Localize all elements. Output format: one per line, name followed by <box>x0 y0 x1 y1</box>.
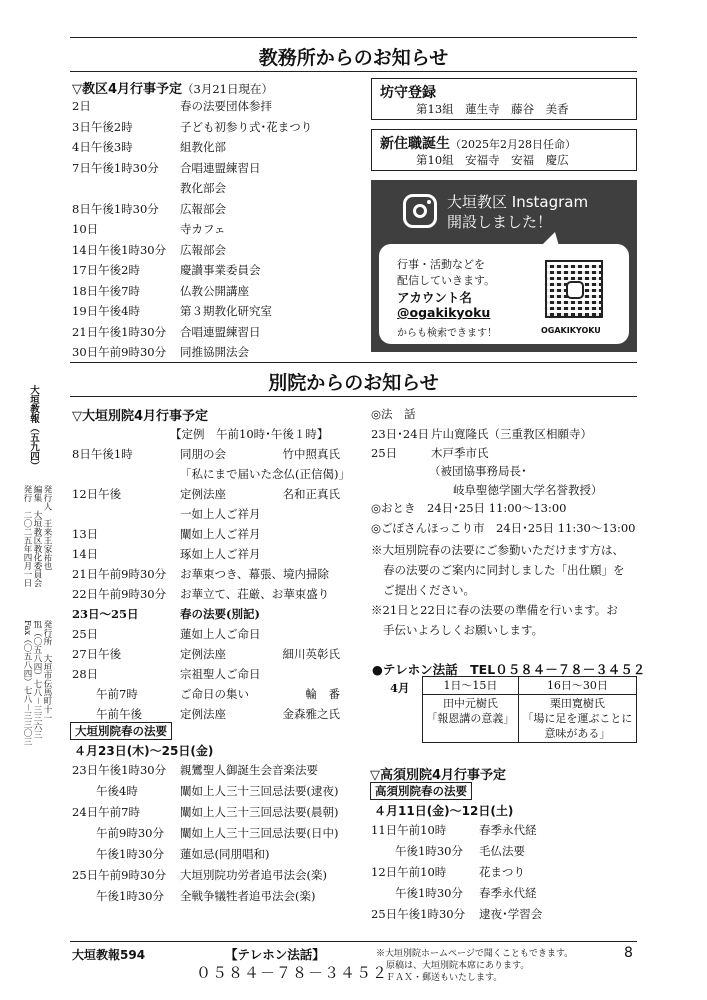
kyoku-row-event: 合唱連盟練習日 <box>180 160 261 175</box>
kyoku-row-event: 合唱連盟練習日 <box>180 324 261 339</box>
kyoku-row-event: 春の法要団体参拝 <box>180 99 272 113</box>
betsuin-row-person: 輪 番 <box>305 687 340 701</box>
sermon-row <box>371 445 637 465</box>
new-priest-box <box>371 129 637 171</box>
sermon-row-text: 岐阜聖徳学園大学名誉教授） <box>453 482 603 497</box>
betsuin-row-date: 22日午前9時30分 <box>72 587 167 601</box>
kyoku-row-event: 子ども初参り式･花まつり <box>180 119 313 134</box>
kyoku-row <box>72 344 362 364</box>
takasu-row <box>371 822 637 842</box>
kyoku-row <box>72 180 362 200</box>
spring-row-event: 闡如上人三十三回忌法要(日中) <box>180 826 339 840</box>
kyoku-row-event: 広報部会 <box>180 242 226 257</box>
betsuin-row-date: 23日～25日 <box>72 607 139 621</box>
section1-rule <box>70 71 637 72</box>
sermon-row <box>371 463 637 483</box>
kyoku-schedule-heading-sub: （3月21日現在） <box>182 82 273 96</box>
note1-line3: ご提出ください。 <box>383 583 475 597</box>
betsuin-row-date: 27日午後 <box>72 647 122 661</box>
betsuin-row <box>72 486 340 506</box>
betsuin-row <box>72 526 340 546</box>
takasu-row-event: 毛仏法要 <box>479 844 525 858</box>
sermon-row <box>371 482 637 502</box>
otoki: ◎おとき 24日･25日 11:00～13:00 <box>371 501 567 515</box>
gobosan: ◎ごぼさんほっこり市 24日･25日 11:30～13:00 <box>371 521 636 535</box>
note2-line1: ※21日と22日に春の法要の準備を行います。お <box>371 603 618 617</box>
spring-row-event: 闡如上人三十三回忌法要(逮夜) <box>180 784 339 798</box>
kyoku-row-event: 組教化部 <box>180 140 226 154</box>
betsuin-row-event: 定例法座 <box>180 647 226 661</box>
footer-note-1: ※大垣別院ホームページで聞くこともできます。 <box>376 949 574 959</box>
spring-row-date: 午前9時30分 <box>96 826 164 840</box>
betsuin-row-event: お華束つき、幕張、境内掃除 <box>180 567 330 581</box>
tel-col2-head: 16日～30日 <box>518 677 636 695</box>
instagram-body-2: 配信していきます。 <box>397 274 496 287</box>
telephone-heading: ●テレホン法話 TEL０５８４－７８－３４５２ <box>372 662 646 677</box>
telephone-table <box>422 676 637 743</box>
betsuin-row-date: 12日午後 <box>72 487 122 501</box>
instagram-qr-icon[interactable] <box>545 260 603 318</box>
betsuin-row-date: 午前7時 <box>96 687 138 701</box>
sidebar-pub-name: 大垣教報（五九四） <box>28 385 39 471</box>
takasu-row-date: 午後1時30分 <box>395 886 463 900</box>
kyoku-row <box>72 201 362 221</box>
tel-col2-title-2: 意味がある」 <box>544 727 611 740</box>
betsuin-row-event: 定例法座 <box>180 707 226 721</box>
kyoku-row-event: 寺カフェ <box>180 222 226 236</box>
sermon-row-text: （被団協事務局長･ <box>429 464 527 478</box>
betsuin-row-event: お華立て、荘厳、お華束盛り <box>180 587 330 601</box>
footer-pub: 大垣教報594 <box>72 948 146 962</box>
kyoku-row-date: 30日午前9時30分 <box>72 345 167 359</box>
instagram-account-label: アカウント名 <box>397 290 472 305</box>
betsuin-row-event: 蓮如上人ご命日 <box>180 627 261 641</box>
kyoku-row-date: 8日午後1時30分 <box>72 201 159 216</box>
tel-col2-person: 栗田寛樹氏 <box>549 697 605 710</box>
spring-row <box>72 762 362 782</box>
sidebar-info-2: 編集 大垣教区教化委員会 <box>32 485 42 587</box>
spring-row <box>72 825 362 845</box>
takasu-row-event: 春季永代経 <box>479 886 537 900</box>
footer-note-2: 原稿は、大垣別院本席にあります。 <box>386 961 530 971</box>
takasu-row <box>371 906 637 926</box>
instagram-title-2: 開設しました！ <box>447 213 553 231</box>
kyoku-row-date: 18日午後7時 <box>72 283 140 298</box>
telephone-month: 4月 <box>390 681 410 695</box>
tel-col1-person: 田中元樹氏 <box>442 697 498 710</box>
instagram-search-note: からも検索できます！ <box>397 328 497 339</box>
betsuin-schedule-heading: ▽大垣別院4月行事予定 <box>72 409 209 424</box>
betsuin-row <box>72 466 350 486</box>
betsuin-row-person: 竹中照真氏 <box>282 447 340 461</box>
betsuin-row <box>72 646 340 666</box>
spring-row-event: 闡如上人三十三回忌法要(晨朝) <box>180 805 339 819</box>
kyoku-row-event: 仏教公開講座 <box>180 283 249 298</box>
kyoku-row-event: 教化部会 <box>180 181 226 195</box>
betsuin-row-date: 25日 <box>72 627 99 641</box>
kyoku-row <box>72 160 362 180</box>
footer-note-3: ＦＡＸ・郵送もいたします。 <box>386 973 503 983</box>
spring-row-date: 午後4時 <box>96 784 138 798</box>
kyoku-row <box>72 283 362 303</box>
sermon-row-date: 25日 <box>371 445 398 460</box>
kyoku-schedule-heading <box>72 78 273 97</box>
betsuin-row-date: 午前午後 <box>96 707 142 721</box>
kyoku-row <box>72 303 362 323</box>
new-priest-line: 第10組 安福寺 安福 慶広 <box>416 153 569 167</box>
kyoku-row-date: 10日 <box>72 222 99 236</box>
spring-dates: ４月23日(木)～25日(金) <box>74 744 214 758</box>
kyoku-row <box>72 119 362 139</box>
betsuin-row-person: 細川英彰氏 <box>282 647 340 661</box>
betsuin-row-date: 13日 <box>72 527 99 541</box>
betsuin-row-event: 定例法座 <box>180 487 226 501</box>
betsuin-row <box>72 586 340 606</box>
sermon-row <box>371 426 637 446</box>
kyoku-row-event: 第３期教化研究室 <box>180 304 272 318</box>
kyoku-row-event: 同推協開法会 <box>180 345 249 359</box>
note2-line2: 手伝いよろしくお願いします。 <box>383 623 544 637</box>
sidebar-info-6: Fax（〇五八四）七八－三三〇三 <box>22 620 32 746</box>
tel-col2-body <box>518 695 636 743</box>
section1-title: 教務所からのお知らせ <box>258 47 449 69</box>
sermon-heading: ◎法 話 <box>371 407 416 421</box>
betsuin-row <box>72 506 340 526</box>
takasu-label: 高須別院春の法要 <box>370 782 472 800</box>
kyoku-row-date: 17日午後2時 <box>72 263 140 277</box>
betsuin-row-date: 28日 <box>72 667 99 681</box>
betsuin-row <box>72 686 340 706</box>
tel-col1-title: 「報恩講の意義」 <box>426 712 515 725</box>
instagram-account[interactable]: @ogakikyoku <box>397 305 491 320</box>
spring-row-date: 午後1時30分 <box>96 847 164 861</box>
betsuin-row <box>72 626 340 646</box>
takasu-row <box>371 885 637 905</box>
takasu-row-event: 花まつり <box>479 865 525 879</box>
takasu-row <box>371 843 637 863</box>
sidebar-info-1: 発行人 王来王家祐也 <box>42 485 52 570</box>
bomori-title: 坊守登録 <box>380 85 436 101</box>
betsuin-row <box>72 566 340 586</box>
top-rule <box>70 37 637 38</box>
betsuin-row-event: 闡如上人ご祥月 <box>180 527 261 541</box>
kyoku-row <box>72 262 362 282</box>
spring-row <box>72 804 362 824</box>
instagram-icon <box>403 194 437 228</box>
spring-row <box>72 783 362 803</box>
footer-page-number: 8 <box>624 945 633 961</box>
sermon-row-date: 23日･24日 <box>371 427 430 441</box>
kyoku-row-date: 19日午後4時 <box>72 304 140 318</box>
spring-label: 大垣別院春の法要 <box>70 722 172 740</box>
takasu-row-event: 逮夜･学習会 <box>479 907 543 921</box>
footer-rule <box>70 941 637 942</box>
spring-row-date: 午後1時30分 <box>96 889 164 903</box>
spring-row-event: 蓮如忌(同朋唱和) <box>180 847 270 861</box>
takasu-heading: ▽高須別院4月行事予定 <box>370 768 507 783</box>
betsuin-row-event: 宗祖聖人ご命日 <box>180 667 261 681</box>
kyoku-row <box>72 324 362 344</box>
kyoku-row-date: 21日午後1時30分 <box>72 324 167 339</box>
betsuin-row-date: 21日午前9時30分 <box>72 567 167 581</box>
instagram-panel <box>371 180 637 352</box>
kyoku-row <box>72 98 362 118</box>
new-priest-title <box>380 133 576 153</box>
section2-rule <box>70 396 637 397</box>
kyoku-row-date: 7日午後1時30分 <box>72 160 159 175</box>
spring-row <box>72 867 362 887</box>
tel-col1-body <box>423 695 519 743</box>
bomori-box <box>371 78 637 120</box>
betsuin-row-event: 一如上人ご祥月 <box>180 507 261 521</box>
kyoku-row-date: 2日 <box>72 99 91 113</box>
instagram-body-1: 行事・活動などを <box>397 258 485 271</box>
kyoku-row-event: 慶讃事業委員会 <box>180 263 261 277</box>
regular-times: 【定例 午前10時･午後１時】 <box>170 427 329 441</box>
note1-line2: 春の法要のご案内に同封しました「出仕願」を <box>383 563 625 577</box>
spring-row-date: 24日午前7時 <box>72 805 140 819</box>
kyoku-row-date: 4日午後3時 <box>72 140 133 154</box>
betsuin-row-event: 琢如上人ご祥月 <box>180 547 261 561</box>
takasu-dates: ４月11日(金)～12日(土) <box>374 804 514 818</box>
new-priest-title-text: 新住職誕生 <box>380 136 450 152</box>
instagram-qr-caption: OGAKIKYOKU <box>541 326 601 335</box>
tel-col1-head: 1日～15日 <box>423 677 519 695</box>
betsuin-row <box>72 606 340 626</box>
note1-line1: ※大垣別院春の法要にご参勤いただけます方は、 <box>371 543 624 557</box>
takasu-row-event: 春季永代経 <box>479 823 537 837</box>
betsuin-row-date: 8日午後1時 <box>72 447 133 461</box>
betsuin-row-event: 「私にまで届いた念仏(正信偈)」 <box>180 467 350 481</box>
kyoku-schedule-heading-text: ▽教区4月行事予定 <box>72 82 183 97</box>
takasu-row-date: 午後1時30分 <box>395 844 463 858</box>
tel-col2-title-1: 「場に足を運ぶことに <box>522 712 633 725</box>
sidebar-info-3: 発行 二〇二五年四月一日 <box>22 485 32 587</box>
takasu-row-date: 11日午前10時 <box>371 823 447 837</box>
spring-row-event: 大垣別院功労者追弔法会(楽) <box>180 868 327 882</box>
sermon-row-text: 片山寛隆氏（三重教区相願寺） <box>431 427 592 441</box>
section2-top-rule <box>70 362 637 363</box>
betsuin-row-event: ご命日の集い <box>180 687 249 701</box>
sermon-row-text: 木戸季市氏 <box>431 445 489 460</box>
betsuin-row-event: 春の法要(別記) <box>180 607 260 621</box>
betsuin-row <box>72 446 340 466</box>
betsuin-row-person: 名和正真氏 <box>282 487 340 501</box>
takasu-row <box>371 864 637 884</box>
kyoku-row <box>72 139 362 159</box>
betsuin-row <box>72 666 340 686</box>
betsuin-row-event: 同朋の会 <box>180 447 226 461</box>
betsuin-row-date: 14日 <box>72 547 99 561</box>
new-priest-date: （2025年2月28日任命） <box>450 138 576 151</box>
section2-title: 別院からのお知らせ <box>268 372 439 394</box>
spring-row-date: 23日午後1時30分 <box>72 763 167 777</box>
spring-row-date: 25日午前9時30分 <box>72 868 167 882</box>
instagram-bubble-tail <box>541 232 559 246</box>
betsuin-row <box>72 546 340 566</box>
sidebar-info-5: ℡（〇五八四）七八－三三六三 <box>32 620 42 740</box>
sidebar-info-4: 発行所 大垣市伝馬町十一 <box>42 620 52 722</box>
betsuin-row-person: 金森雅之氏 <box>282 707 340 721</box>
footer-tel-number: ０５８４－７８－３４５２ <box>196 964 389 982</box>
takasu-row-date: 12日午前10時 <box>371 865 447 879</box>
spring-row-event: 親鸞聖人御誕生会音楽法要 <box>180 763 318 777</box>
spring-row <box>72 846 362 866</box>
instagram-title-1: 大垣教区 Instagram <box>447 193 589 211</box>
spring-row <box>72 888 362 908</box>
kyoku-row-date: 14日午後1時30分 <box>72 242 167 257</box>
footer-tel-label: 【テレホン法話】 <box>225 947 325 962</box>
bomori-line: 第13組 蓮生寺 藤谷 美香 <box>416 102 569 116</box>
takasu-row-date: 25日午後1時30分 <box>371 907 466 921</box>
kyoku-row <box>72 221 362 241</box>
spring-row-event: 全戦争犠牲者追弔法会(楽) <box>180 889 316 903</box>
kyoku-row-event: 広報部会 <box>180 201 226 216</box>
kyoku-row <box>72 242 362 262</box>
kyoku-row-date: 3日午後2時 <box>72 119 133 134</box>
